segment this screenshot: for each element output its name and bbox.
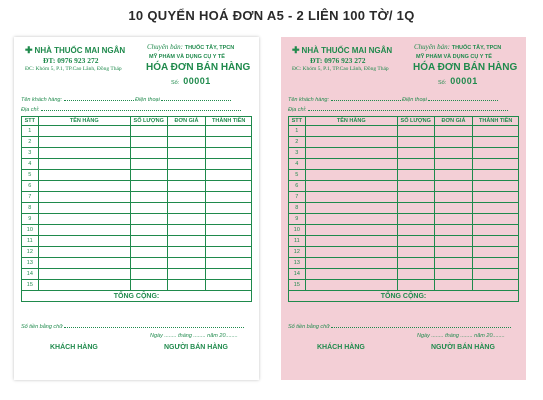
col-amount: THÀNH TIỀN <box>473 117 519 126</box>
table-cell <box>473 214 519 225</box>
table-cell <box>38 258 130 269</box>
table-cell <box>167 192 206 203</box>
table-cell <box>38 225 130 236</box>
amount-in-words-dots <box>64 327 244 328</box>
specialty-label: Chuyên bán: <box>414 43 450 51</box>
phone-number: ĐT: 0976 923 272 <box>43 56 99 65</box>
row-number: 13 <box>289 258 306 269</box>
pharmacy-cross-icon: ✚ <box>292 45 300 55</box>
table-cell <box>38 181 130 192</box>
col-qty: SỐ LƯỢNG <box>130 117 167 126</box>
brand-text: NHÀ THUỐC MAI NGÂN <box>34 46 126 55</box>
table-cell <box>38 170 130 181</box>
table-cell <box>206 258 252 269</box>
table-cell <box>434 137 473 148</box>
table-cell <box>434 225 473 236</box>
customer-name-label: Tên khách hàng: <box>21 97 62 103</box>
table-cell <box>434 170 473 181</box>
col-item: TÊN HÀNG <box>305 117 397 126</box>
table-cell <box>130 148 167 159</box>
table-cell <box>305 214 397 225</box>
row-number: 5 <box>22 170 39 181</box>
specialty-value: THUỐC TÂY, TPCN <box>184 45 235 51</box>
row-number: 11 <box>22 236 39 247</box>
total-label: TỔNG CỘNG: <box>289 291 519 302</box>
table-cell <box>305 280 397 291</box>
table-cell <box>167 247 206 258</box>
table-cell <box>130 192 167 203</box>
table-cell <box>397 203 434 214</box>
table-cell <box>130 137 167 148</box>
customer-phone-label: Điện thoại <box>402 97 427 103</box>
invoice-number-value: 00001 <box>450 76 478 86</box>
table-cell <box>130 225 167 236</box>
table-cell <box>38 269 130 280</box>
pharmacy-cross-icon: ✚ <box>25 45 33 55</box>
row-number: 3 <box>22 148 39 159</box>
table-cell <box>206 225 252 236</box>
table-cell <box>130 170 167 181</box>
table-cell <box>305 225 397 236</box>
page-banner: 10 QUYỂN HOÁ ĐƠN A5 - 2 LIÊN 100 TỜ/ 1Q <box>128 8 415 23</box>
table-cell <box>38 214 130 225</box>
table-cell <box>473 137 519 148</box>
table-cell <box>38 203 130 214</box>
invoice-table <box>21 116 252 302</box>
table-cell <box>397 126 434 137</box>
row-number: 11 <box>289 236 306 247</box>
table-row <box>289 214 519 225</box>
customer-signature-label: KHÁCH HÀNG <box>317 344 365 351</box>
table-cell <box>397 236 434 247</box>
specialty-value: THUỐC TÂY, TPCN <box>451 45 502 51</box>
row-number: 13 <box>22 258 39 269</box>
table-cell <box>397 258 434 269</box>
table-cell <box>473 280 519 291</box>
table-cell <box>434 280 473 291</box>
table-cell <box>434 159 473 170</box>
row-number: 9 <box>289 214 306 225</box>
table-row <box>22 258 252 269</box>
row-number: 2 <box>22 137 39 148</box>
table-cell <box>38 126 130 137</box>
table-cell <box>434 269 473 280</box>
amount-in-words-line <box>288 324 511 330</box>
table-cell <box>38 159 130 170</box>
table-cell <box>167 148 206 159</box>
total-label: TỔNG CỘNG: <box>22 291 252 302</box>
invoice-number-value: 00001 <box>183 76 211 86</box>
table-row <box>22 170 252 181</box>
table-cell <box>397 214 434 225</box>
table-cell <box>206 148 252 159</box>
table-cell <box>206 170 252 181</box>
table-cell <box>305 236 397 247</box>
table-cell <box>130 159 167 170</box>
row-number: 2 <box>289 137 306 148</box>
amount-in-words-label: Số tiền bằng chữ <box>21 324 63 330</box>
total-row <box>289 291 519 302</box>
customer-address-dots <box>308 110 508 111</box>
table-cell <box>434 148 473 159</box>
row-number: 15 <box>289 280 306 291</box>
table-cell <box>397 181 434 192</box>
table-row <box>289 148 519 159</box>
row-number: 6 <box>289 181 306 192</box>
table-cell <box>167 170 206 181</box>
table-cell <box>305 159 397 170</box>
table-cell <box>305 170 397 181</box>
invoice-number-label: Số: <box>171 80 180 86</box>
brand-text: NHÀ THUỐC MAI NGÂN <box>301 46 393 55</box>
specialty-line-2: MỸ PHẨM VÀ DỤNG CỤ Y TẾ <box>149 54 225 60</box>
table-cell <box>38 148 130 159</box>
table-row <box>289 258 519 269</box>
table-cell <box>167 236 206 247</box>
brand-name <box>292 45 392 56</box>
table-cell <box>167 225 206 236</box>
row-number: 14 <box>22 269 39 280</box>
table-cell <box>473 159 519 170</box>
table-cell <box>397 137 434 148</box>
table-cell <box>434 203 473 214</box>
table-cell <box>397 170 434 181</box>
table-cell <box>305 181 397 192</box>
table-cell <box>473 170 519 181</box>
table-cell <box>305 192 397 203</box>
table-cell <box>206 214 252 225</box>
invoice-title: HÓA ĐƠN BÁN HÀNG <box>413 62 518 73</box>
table-row <box>289 269 519 280</box>
table-cell <box>434 236 473 247</box>
customer-name-dots <box>64 100 134 101</box>
table-cell <box>206 137 252 148</box>
amount-in-words-dots <box>331 327 511 328</box>
table-cell <box>130 247 167 258</box>
row-number: 6 <box>22 181 39 192</box>
customer-phone-dots <box>428 100 498 101</box>
table-row <box>22 236 252 247</box>
row-number: 15 <box>22 280 39 291</box>
table-cell <box>38 192 130 203</box>
table-body <box>22 126 252 291</box>
row-number: 3 <box>289 148 306 159</box>
col-amount: THÀNH TIỀN <box>206 117 252 126</box>
table-cell <box>167 214 206 225</box>
table-row <box>22 148 252 159</box>
table-row <box>22 159 252 170</box>
table-cell <box>206 192 252 203</box>
invoice-header <box>288 43 519 97</box>
row-number: 1 <box>289 126 306 137</box>
phone-number: ĐT: 0976 923 272 <box>310 56 366 65</box>
table-cell <box>130 269 167 280</box>
table-cell <box>167 280 206 291</box>
table-cell <box>305 203 397 214</box>
customer-phone-dots <box>161 100 231 101</box>
table-row <box>22 126 252 137</box>
customer-name-line <box>21 97 231 103</box>
table-row <box>289 203 519 214</box>
table-row <box>22 192 252 203</box>
table-cell <box>130 258 167 269</box>
table-row <box>22 247 252 258</box>
table-cell <box>206 203 252 214</box>
table-row <box>22 137 252 148</box>
seller-signature-label: NGƯỜI BÁN HÀNG <box>431 344 495 351</box>
brand-name <box>25 45 125 56</box>
table-cell <box>305 258 397 269</box>
seller-signature-label: NGƯỜI BÁN HÀNG <box>164 344 228 351</box>
row-number: 7 <box>22 192 39 203</box>
customer-address-line <box>288 107 508 113</box>
row-number: 7 <box>289 192 306 203</box>
row-number: 1 <box>22 126 39 137</box>
table-cell <box>167 203 206 214</box>
table-row <box>289 247 519 258</box>
row-number: 5 <box>289 170 306 181</box>
invoice-table <box>288 116 519 302</box>
table-row <box>289 225 519 236</box>
row-number: 12 <box>289 247 306 258</box>
table-cell <box>397 148 434 159</box>
table-cell <box>473 247 519 258</box>
customer-address-label: Địa chỉ: <box>288 107 307 113</box>
row-number: 8 <box>289 203 306 214</box>
row-number: 8 <box>22 203 39 214</box>
table-cell <box>305 148 397 159</box>
table-cell <box>473 203 519 214</box>
col-stt: STT <box>22 117 39 126</box>
specialty-line-1 <box>147 43 234 51</box>
amount-in-words-line <box>21 324 244 330</box>
table-cell <box>305 137 397 148</box>
table-cell <box>397 225 434 236</box>
table-cell <box>473 269 519 280</box>
table-cell <box>167 181 206 192</box>
invoice-number-label: Số: <box>438 80 447 86</box>
customer-phone-label: Điện thoại <box>135 97 160 103</box>
table-cell <box>305 269 397 280</box>
customer-address-label: Địa chỉ: <box>21 107 40 113</box>
invoice-sheet-pink <box>281 37 526 380</box>
table-cell <box>130 203 167 214</box>
table-cell <box>206 247 252 258</box>
row-number: 4 <box>289 159 306 170</box>
col-stt: STT <box>289 117 306 126</box>
table-cell <box>130 214 167 225</box>
table-cell <box>206 269 252 280</box>
table-cell <box>473 192 519 203</box>
table-cell <box>397 192 434 203</box>
table-header-row <box>289 117 519 126</box>
table-cell <box>38 137 130 148</box>
table-cell <box>397 247 434 258</box>
table-cell <box>473 148 519 159</box>
table-cell <box>397 280 434 291</box>
row-number: 10 <box>289 225 306 236</box>
table-cell <box>434 126 473 137</box>
customer-name-label: Tên khách hàng: <box>288 97 329 103</box>
col-item: TÊN HÀNG <box>38 117 130 126</box>
address-text: ĐC: Khóm 5, P.1, TP.Cao Lãnh, Đồng Tháp <box>25 66 122 72</box>
table-row <box>22 280 252 291</box>
row-number: 12 <box>22 247 39 258</box>
table-cell <box>206 236 252 247</box>
table-cell <box>397 159 434 170</box>
col-price: ĐƠN GIÁ <box>167 117 206 126</box>
table-cell <box>130 126 167 137</box>
table-cell <box>434 247 473 258</box>
customer-signature-label: KHÁCH HÀNG <box>50 344 98 351</box>
table-cell <box>473 258 519 269</box>
table-cell <box>38 247 130 258</box>
table-cell <box>206 159 252 170</box>
specialty-label: Chuyên bán: <box>147 43 183 51</box>
customer-address-line <box>21 107 241 113</box>
row-number: 14 <box>289 269 306 280</box>
table-cell <box>206 126 252 137</box>
table-cell <box>167 137 206 148</box>
table-row <box>289 181 519 192</box>
col-qty: SỐ LƯỢNG <box>397 117 434 126</box>
table-cell <box>130 181 167 192</box>
address-text: ĐC: Khóm 5, P.1, TP.Cao Lãnh, Đồng Tháp <box>292 66 389 72</box>
table-cell <box>206 280 252 291</box>
table-cell <box>397 269 434 280</box>
table-row <box>289 236 519 247</box>
table-row <box>22 203 252 214</box>
table-row <box>22 214 252 225</box>
row-number: 10 <box>22 225 39 236</box>
table-cell <box>434 192 473 203</box>
table-body <box>289 126 519 291</box>
table-row <box>22 225 252 236</box>
invoice-header <box>21 43 252 97</box>
specialty-line-1 <box>414 43 501 51</box>
table-cell <box>473 225 519 236</box>
table-cell <box>434 214 473 225</box>
table-cell <box>167 269 206 280</box>
customer-name-dots <box>331 100 401 101</box>
amount-in-words-label: Số tiền bằng chữ <box>288 324 330 330</box>
table-row <box>289 159 519 170</box>
date-line: Ngày ........ tháng ........ năm 20........ <box>150 333 238 339</box>
invoice-number <box>438 76 478 86</box>
customer-address-dots <box>41 110 241 111</box>
table-cell <box>434 258 473 269</box>
table-cell <box>473 236 519 247</box>
table-cell <box>167 126 206 137</box>
table-cell <box>38 280 130 291</box>
table-cell <box>38 236 130 247</box>
table-cell <box>167 258 206 269</box>
specialty-line-2: MỸ PHẨM VÀ DỤNG CỤ Y TẾ <box>416 54 492 60</box>
total-row <box>22 291 252 302</box>
table-cell <box>305 126 397 137</box>
date-line: Ngày ........ tháng ........ năm 20........ <box>417 333 505 339</box>
table-cell <box>130 236 167 247</box>
table-row <box>22 269 252 280</box>
invoice-sheet-white <box>14 37 259 380</box>
table-cell <box>130 280 167 291</box>
table-row <box>289 280 519 291</box>
invoice-title: HÓA ĐƠN BÁN HÀNG <box>146 62 251 73</box>
customer-name-line <box>288 97 498 103</box>
table-row <box>289 192 519 203</box>
table-row <box>289 137 519 148</box>
table-cell <box>434 181 473 192</box>
table-row <box>22 181 252 192</box>
invoice-number <box>171 76 211 86</box>
table-row <box>289 126 519 137</box>
row-number: 9 <box>22 214 39 225</box>
table-cell <box>305 247 397 258</box>
table-cell <box>473 181 519 192</box>
row-number: 4 <box>22 159 39 170</box>
col-price: ĐƠN GIÁ <box>434 117 473 126</box>
table-cell <box>473 126 519 137</box>
table-header-row <box>22 117 252 126</box>
table-cell <box>167 159 206 170</box>
table-row <box>289 170 519 181</box>
table-cell <box>206 181 252 192</box>
